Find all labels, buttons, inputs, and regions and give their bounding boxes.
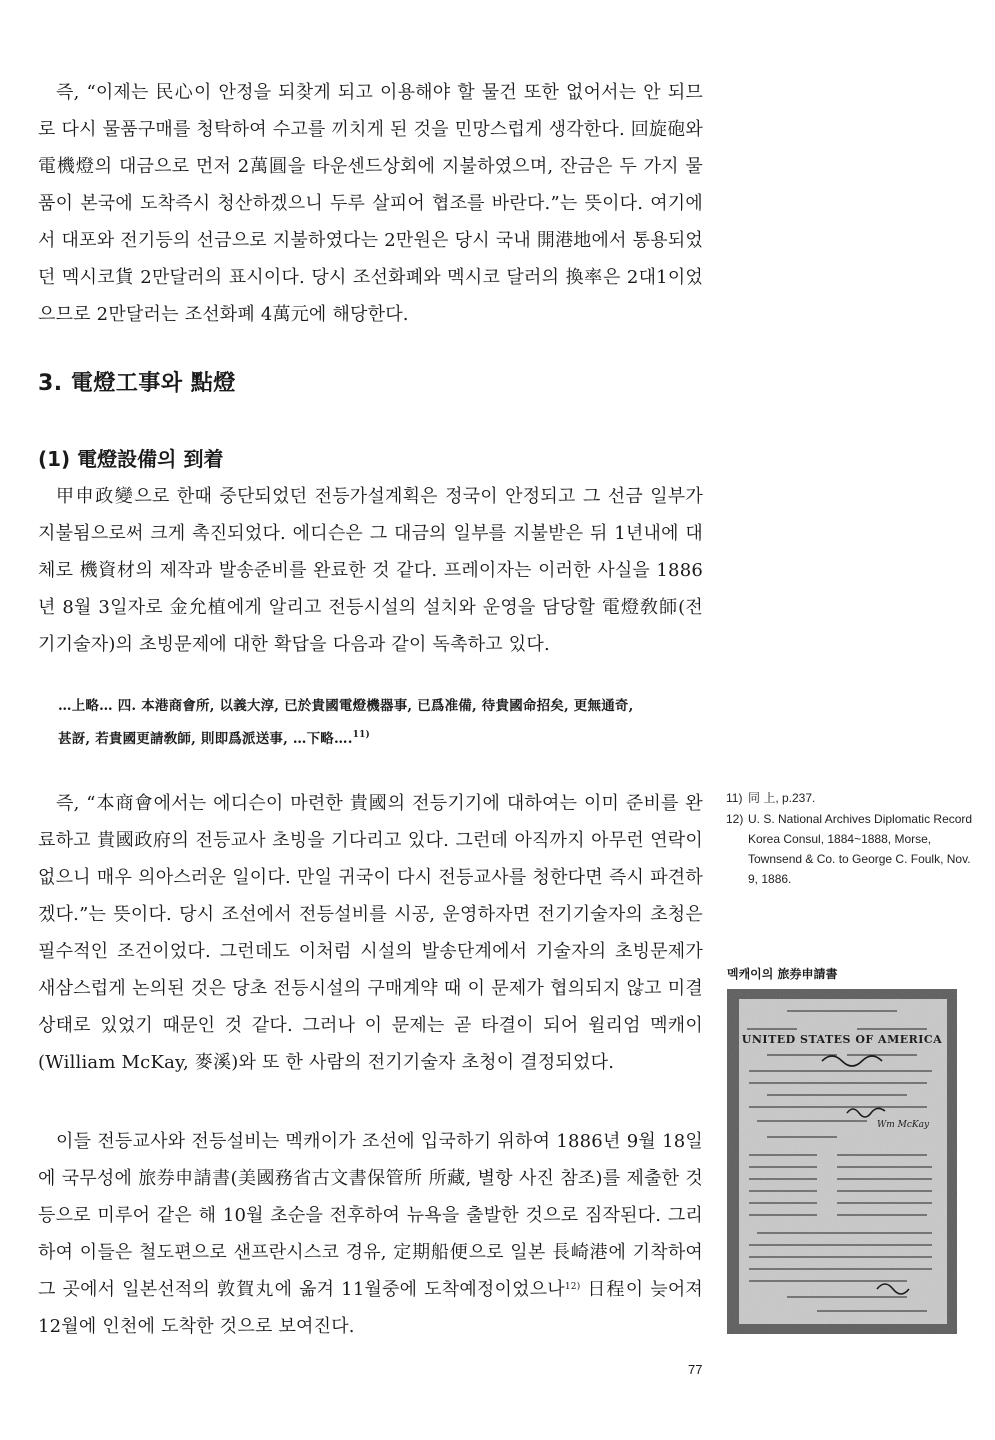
footnote-11: 11) 同 上, p.237. bbox=[726, 791, 816, 805]
photo-caption: 멕캐이의 旅券申請書 bbox=[727, 967, 838, 981]
footnote-ref-11: 11) bbox=[352, 730, 370, 740]
photo-document-signature: Wm McKay bbox=[877, 1120, 930, 1130]
footnote-12: 12) U. S. National Archives Diplomatic Record Korea Consul, 1884~1888, Morse, Townsend & Co. to George C. Foulk, Nov. 9, 1886. bbox=[726, 812, 973, 886]
section-heading: 3. 電燈工事와 點燈 bbox=[38, 371, 236, 396]
classical-quote bbox=[58, 690, 698, 756]
quote-line-1: …上略… 四. 本港商會所, 以義大淳, 已於貴國電燈機器事, 已爲准備, 待貴國命招矣, 更無通奇, bbox=[58, 698, 634, 714]
footnote-ref-12: 12) bbox=[564, 1282, 581, 1292]
footnotes bbox=[726, 788, 976, 890]
body-paragraph-2: 즉, “本商會에서는 에디슨이 마련한 貴國의 전등기기에 대하여는 이미 준비를 완료하고 貴國政府의 전등교사 초빙을 기다리고 있다. 그런데 아직까지 아무런 연락이 없으니 매우 의아스러운 일이다. 만일 귀국이 다시 전등교사를 청한다면 즉시 파견하겠다.”는 뜻이다. 당시 조선에서 전등설비를 시공, 운영하자면 전기기술자의 초청은 필수적인 조건이었다. 그런데도 이처럼 시설의 발송단계에서 기술자의 초빙문제가 새삼스럽게 논의된 것은 당초 전등시설의 구매계약 때 이 문제가 협의되지 않고 미결상태로 있었기 때문인 것 같다. 그러나 이 문제는 곧 타결이 되어 윌리엄 멕캐이(William McKay, 麥溪)와 또 한 사람의 전기기술자 초청이 결정되었다. bbox=[38, 793, 703, 1073]
page-number: 77 bbox=[688, 1362, 703, 1377]
passport-application-photo bbox=[727, 989, 957, 1334]
photo-document-heading: UNITED STATES OF AMERICA bbox=[741, 1033, 943, 1046]
subsection-paragraph: 甲申政變으로 한때 중단되었던 전등가설계획은 정국이 안정되고 그 선금 일부가 지불됨으로써 크게 촉진되었다. 에디슨은 그 대금의 일부를 지불받은 뒤 1년내에 대체로 機資材의 제작과 발송준비를 완료한 것 같다. 프레이자는 이러한 사실을 1886년 8월 3일자로 金允植에게 알리고 전등시설의 설치와 운영을 담당할 電燈敎師(전기기술자)의 초빙문제에 대한 확답을 다음과 같이 독촉하고 있다. bbox=[38, 486, 703, 655]
body-paragraph-3: 이들 전등교사와 전등설비는 멕캐이가 조선에 입국하기 위하여 1886년 9월 18일에 국무성에 旅券申請書(美國務省古文書保管所 所藏, 별항 사진 참조)를 제출한 것 등으로 미루어 같은 해 10월 초순을 전후하여 뉴욕을 출발한 것으로 짐작된다. 그리하여 이들은 철도편으로 샌프란시스코 경유, 定期船便으로 일본 長崎港에 기착하여 그 곳에서 일본선적의 敦賀丸에 옮겨 11월중에 도착예정이었으나$^{12)}$ 日程이 늦어져 12월에 인천에 도착한 것으로 보여진다. bbox=[38, 1131, 703, 1337]
quote-line-2: 甚訝, 若貴國更請敎師, 則即爲派送事, …下略….$^{11)}$ bbox=[58, 730, 370, 747]
subsection-heading: (1) 電燈設備의 到着 bbox=[38, 447, 224, 471]
intro-paragraph: 즉, “이제는 民心이 안정을 되찾게 되고 이용해야 할 물건 또한 없어서는 안 되므로 다시 물품구매를 청탁하여 수고를 끼치게 된 것을 민망스럽게 생각한다. 回旋砲와 電機燈의 대금으로 먼저 2萬圓을 타운센드상회에 지불하였으며, 잔금은 두 가지 물품이 본국에 도착즉시 청산하겠으니 두루 살피어 협조를 바란다.”는 뜻이다. 여기에서 대포와 전기등의 선금으로 지불하였다는 2만원은 당시 국내 開港地에서 통용되었던 멕시코貨 2만달러의 표시이다. 당시 조선화폐와 멕시코 달러의 換率은 2대1이었으므로 2만달러는 조선화폐 4萬元에 해당한다. bbox=[38, 82, 703, 325]
